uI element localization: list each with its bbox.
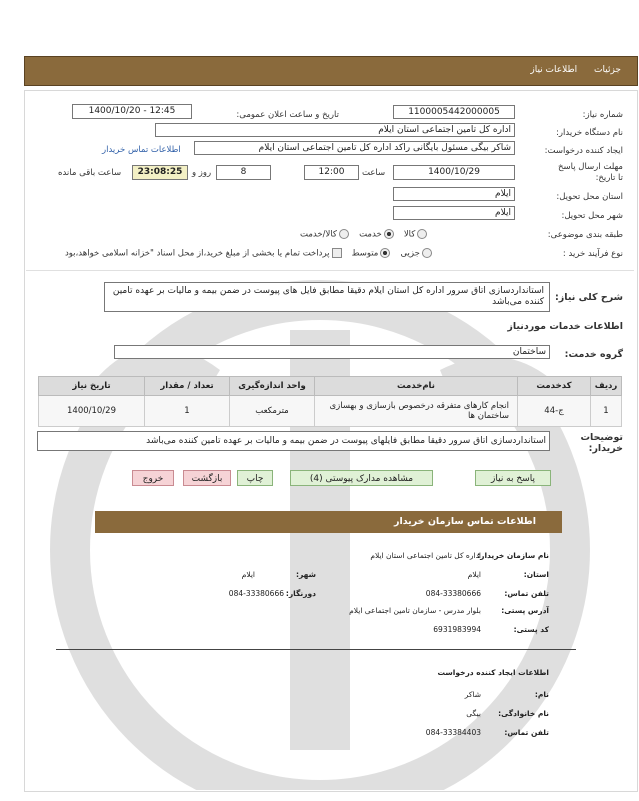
province-label: استان محل تحویل: [556, 192, 623, 202]
top-nav-bar [24, 56, 638, 86]
service-group-field: ساختمان [114, 345, 550, 359]
cat-both-label: کالا/خدمت [300, 229, 337, 240]
process-options [65, 248, 434, 259]
service-group-label: گروه خدمت: [564, 349, 623, 360]
buyer-desc-label: توضیحات خریدار: [580, 432, 623, 454]
proc-medium-label: متوسط [351, 248, 379, 259]
creator-info-title: اطلاعات ایجاد کننده درخواست [437, 668, 549, 677]
col-qty: تعداد / مقدار [145, 377, 230, 396]
cell-name: انجام کارهای متفرقه درخصوص بازسازی و بهسازی ساختمان ها [315, 396, 518, 427]
announce-field: 1400/10/20 - 12:45 [72, 104, 192, 119]
radio-medium[interactable] [380, 248, 390, 258]
radio-goods[interactable] [417, 229, 427, 239]
category-options [300, 229, 429, 240]
proc-partial-label: جزیی [400, 248, 420, 259]
cell-code: ج-44 [518, 396, 591, 427]
summary-label: شرح کلی نیاز: [554, 292, 623, 303]
radio-goods-service[interactable] [339, 229, 349, 239]
name-label: نام: [534, 690, 549, 699]
postal-value: 6931983994 [433, 625, 481, 634]
services-title: اطلاعات خدمات موردنیاز [507, 321, 623, 332]
address-label: آدرس پستی: [501, 606, 549, 615]
creator-label: ایجاد کننده درخواست: [544, 146, 623, 156]
deadline-time-field: 12:00 [304, 165, 359, 180]
table-header-row [39, 377, 622, 396]
creator-field: شاکر بیگی مسئول بایگانی راکد اداره کل تامین اجتماعی استان ایلام [194, 141, 515, 155]
deadline-date-field: 1400/10/29 [393, 165, 515, 180]
need-number-label: شماره نیاز: [582, 110, 623, 120]
reply-button[interactable]: پاسخ به نیاز [475, 470, 551, 486]
phone-label: تلفن تماس: [504, 589, 549, 598]
org-label: نام سازمان خریدار: [477, 551, 549, 560]
cell-row: 1 [591, 396, 622, 427]
cell-qty: 1 [145, 396, 230, 427]
category-label: طبقه بندی موضوعی: [547, 230, 623, 240]
deadline-label: مهلت ارسال پاسخ تا تاریخ: [558, 162, 623, 183]
remaining-time-field: 23:08:25 [132, 165, 188, 180]
exit-button[interactable]: خروج [132, 470, 174, 486]
services-table [38, 376, 622, 427]
fax-label: دورنگار: [285, 589, 316, 598]
name-value: شاکر [464, 690, 481, 699]
summary-text: استانداردسازی اتاق سرور اداره کل استان ایلام دقیقا مطابق فایل های پیوست در ضمن بیمه و مالیات بر عهده تامین کننده می‌باشد [104, 282, 550, 312]
city-field: ایلام [393, 206, 515, 220]
table-row [39, 396, 622, 427]
postal-label: کد پستی: [513, 625, 549, 634]
address-value: بلوار مدرس - سازمان تامین اجتماعی ایلام [349, 606, 481, 615]
phone-value: 084-33380666 [425, 589, 481, 598]
family-label: نام خانوادگی: [498, 709, 549, 718]
buyer-contact-link[interactable]: اطلاعات تماس خریدار [102, 145, 181, 155]
nav-need-info[interactable]: اطلاعات نیاز [530, 65, 578, 75]
buyer-desc-text: استانداردسازی اتاق سرور دقیقا مطابق فایلهای پیوست در ضمن بیمه و مالیات بر عهده تامین کننده می‌باشد [37, 431, 550, 451]
fax-value: 084-33380666 [228, 589, 284, 598]
org-value: اداره کل تامین اجتماعی استان ایلام [370, 551, 481, 560]
view-documents-button[interactable]: مشاهده مدارک پیوستی (4) [290, 470, 433, 486]
buyer-org-label: نام دستگاه خریدار: [556, 128, 623, 138]
province-field: ایلام [393, 187, 515, 201]
buyer-org-field: اداره کل تامین اجتماعی استان ایلام [155, 123, 515, 137]
col-row: ردیف [591, 377, 622, 396]
cat-goods-label: کالا [403, 229, 416, 240]
cell-unit: مترمکعب [230, 396, 315, 427]
payment-checkbox[interactable] [332, 248, 342, 258]
back-button[interactable]: بازگشت [183, 470, 231, 486]
tel-label: تلفن تماس: [504, 728, 549, 737]
col-date: تاریخ نیاز [39, 377, 145, 396]
announce-label: تاریخ و ساعت اعلان عمومی: [236, 110, 339, 120]
days-field: 8 [216, 165, 271, 180]
city-value-c: ایلام [241, 570, 255, 579]
need-number-field: 1100005442000005 [393, 105, 515, 119]
contact-divider [56, 649, 576, 650]
state-value: ایلام [467, 570, 481, 579]
remaining-label: ساعت باقی مانده [58, 168, 122, 178]
days-label: روز و [192, 168, 212, 178]
cat-service-label: خدمت [359, 229, 382, 240]
contact-header: اطلاعات تماس سازمان خریدار [95, 511, 562, 533]
print-button[interactable]: چاپ [237, 470, 273, 486]
state-label: استان: [523, 570, 549, 579]
cell-date: 1400/10/29 [39, 396, 145, 427]
col-name: نام‌خدمت [315, 377, 518, 396]
time-label: ساعت [362, 168, 386, 178]
city-label-c: شهر: [296, 570, 316, 579]
city-label: شهر محل تحویل: [561, 211, 623, 221]
nav-details[interactable]: جزئیات [594, 65, 621, 75]
tel-value: 084-33384403 [425, 728, 481, 737]
col-unit: واحد اندازه‌گیری [230, 377, 315, 396]
radio-partial[interactable] [422, 248, 432, 258]
col-code: کدخدمت [518, 377, 591, 396]
payment-note: پرداخت تمام یا بخشی از مبلغ خرید،از محل اسناد "خزانه اسلامی خواهد،بود [65, 248, 330, 259]
radio-service[interactable] [384, 229, 394, 239]
divider [26, 270, 634, 271]
family-value: بیگی [466, 709, 481, 718]
process-label: نوع فرآیند خرید : [562, 249, 623, 259]
